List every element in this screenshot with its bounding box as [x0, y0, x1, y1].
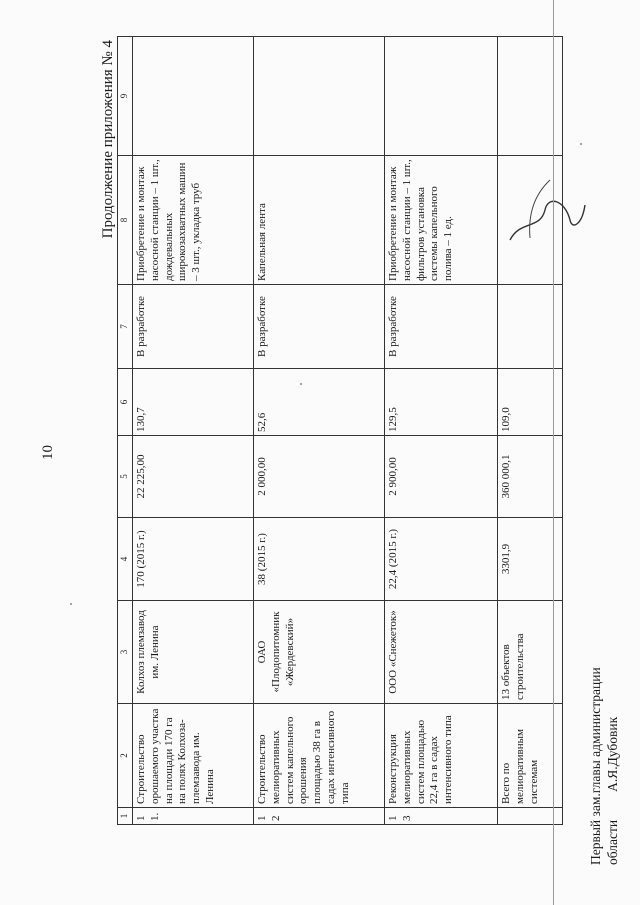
cost-value: 22 225,00	[133, 436, 254, 518]
table-row	[254, 37, 385, 825]
object-name: Строительство мелиоративных систем капельного орошения площадью 38 га в садах интенсивного типа	[254, 704, 385, 808]
appendix-heading: Продолжение приложения № 4	[100, 40, 116, 239]
works-description: Приобретение и монтаж насосной станции – 1 шт., фильтров установка системы капельного полива – 1 ед.	[385, 156, 498, 285]
column-number: 4	[118, 518, 133, 601]
area-value: 22,4 (2015 г.)	[385, 518, 498, 601]
signature-region: области	[604, 819, 620, 865]
column-number: 7	[118, 285, 133, 369]
owner-name: ОАО «Плодопитомник «Жердевский»	[254, 601, 385, 704]
total-cost: 360 000,1	[498, 436, 563, 518]
cost-value: 2 000,00	[254, 436, 385, 518]
cost-value: 2 900,00	[385, 436, 498, 518]
status-value: В разработке	[254, 285, 385, 369]
object-name: Строительство орошаемого участка на площади 170 га на полях Колхоза-племзавода им. Ленина	[133, 704, 254, 808]
column-number: 3	[118, 601, 133, 704]
column-number: 9	[118, 37, 133, 156]
column-number: 6	[118, 369, 133, 436]
signature-line-2	[605, 667, 622, 865]
col9-value	[133, 37, 254, 156]
works-description: Приобретение и монтаж насосной станции – 1 шт., дождевальных широкозахватных машин – 3 шт., укладка труб	[133, 156, 254, 285]
scan-speck	[70, 603, 72, 605]
total-objects: 13 объектов строительства	[498, 601, 563, 704]
scan-speck	[580, 143, 582, 145]
signature-name: А.Я.Дубовик	[604, 716, 620, 792]
signature-position: Первый зам.главы администрации	[588, 667, 603, 865]
area-value: 170 (2015 г.)	[133, 518, 254, 601]
area-value: 38 (2015 г.)	[254, 518, 385, 601]
column-number: 2	[118, 704, 133, 808]
scan-speck	[300, 383, 302, 385]
owner-name: ООО «Снежеток»	[385, 601, 498, 704]
column-number-row	[118, 37, 133, 825]
column-number: 8	[118, 156, 133, 285]
owner-name: Колхоз племзавод им. Ленина	[133, 601, 254, 704]
column-number: 1	[118, 808, 133, 825]
signature-block	[588, 667, 622, 865]
irrigation-projects-table	[117, 36, 563, 825]
row-number: 13	[385, 808, 498, 825]
signature-scribble	[500, 170, 590, 250]
total-col6: 109,0	[498, 369, 563, 436]
total-area: 3301,9	[498, 518, 563, 601]
page-number: 10	[40, 445, 56, 460]
row-number: 11.	[133, 808, 254, 825]
table-row	[133, 37, 254, 825]
scan-edge-line	[553, 0, 554, 905]
status-value: В разработке	[385, 285, 498, 369]
total-label: Всего по мелиоративным системам	[498, 704, 563, 808]
works-description: Капельная лента	[254, 156, 385, 285]
col9-value	[385, 37, 498, 156]
col9-value	[254, 37, 385, 156]
status-value: В разработке	[133, 285, 254, 369]
col6-value: 52,6	[254, 369, 385, 436]
col6-value: 129,5	[385, 369, 498, 436]
column-number: 5	[118, 436, 133, 518]
row-number: 12	[254, 808, 385, 825]
table-row	[385, 37, 498, 825]
col6-value: 130,7	[133, 369, 254, 436]
object-name: Реконструкция мелиоративных систем площадью 22,4 га в садах интенсивного типа	[385, 704, 498, 808]
